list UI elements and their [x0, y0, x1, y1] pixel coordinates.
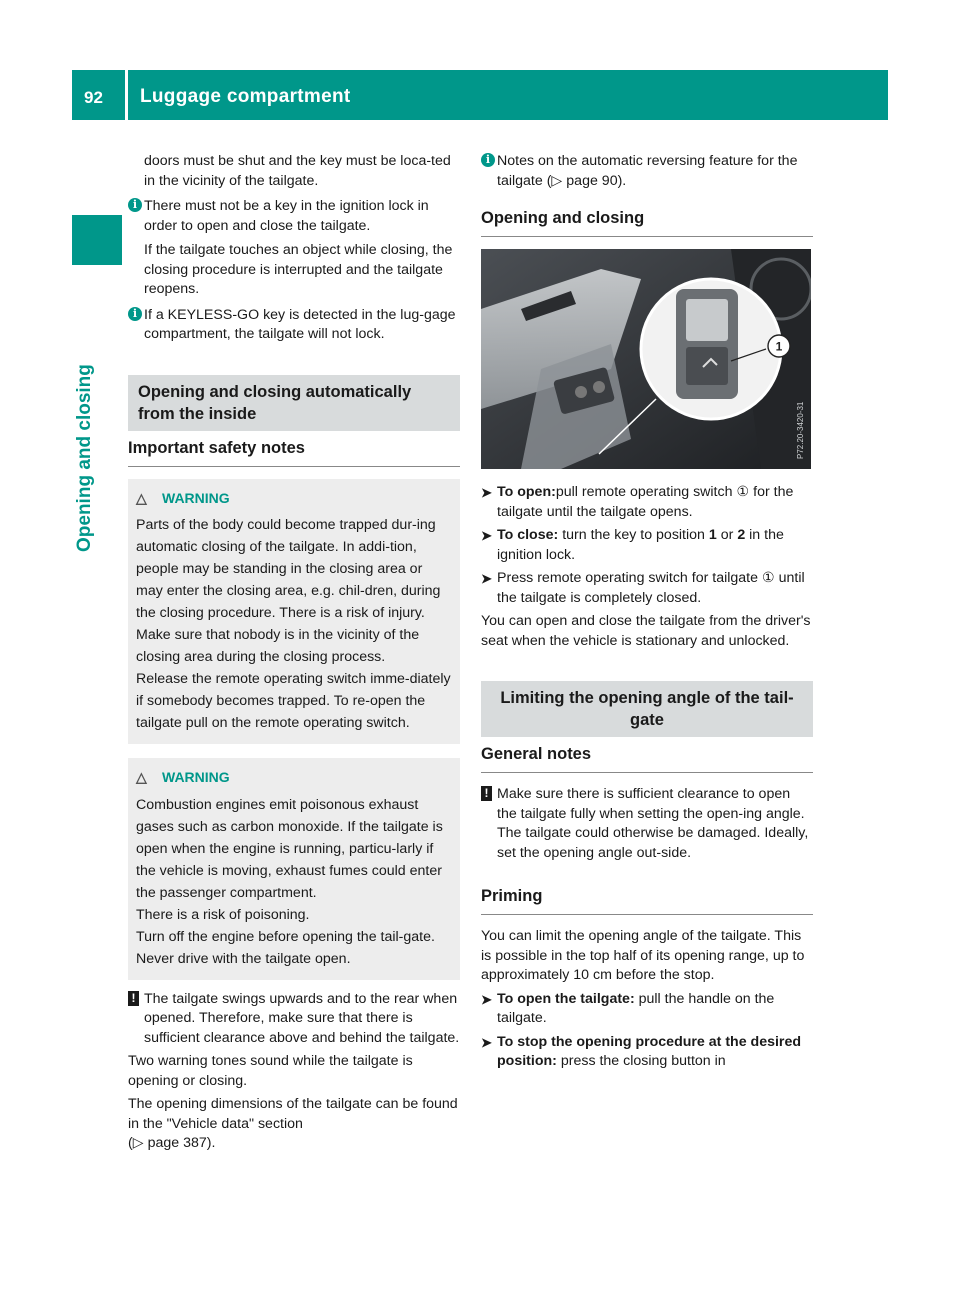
- arrow-bullet-icon: ➤: [481, 528, 492, 543]
- info-icon: i: [128, 307, 142, 321]
- subheading: Important safety notes: [128, 431, 460, 467]
- warning-heading: [136, 489, 452, 509]
- key-position: 1: [708, 527, 717, 543]
- caution-text: The tailgate swings upwards and to the rear when opened. Therefore, make sure that there is sufficient clearance above and behind the tailgate.: [144, 990, 460, 1046]
- instruction-text-part: until the tailgate is completely closed.: [497, 570, 805, 606]
- page-ref-triangle-icon: ▷: [132, 1135, 144, 1151]
- info-icon: i: [128, 198, 142, 212]
- instruction-text-part: or: [720, 527, 734, 543]
- arrow-bullet-icon: ➤: [481, 991, 492, 1007]
- page-reference-link[interactable]: page 90).: [566, 172, 627, 189]
- subheading: Priming: [481, 879, 813, 915]
- info-icon: i: [481, 153, 495, 167]
- instruction-step: [481, 569, 813, 608]
- info-note: [481, 152, 813, 191]
- warning-triangle-icon: △: [136, 489, 147, 506]
- info-text-part: Notes on the automatic reversing feature for the tailgate (: [497, 153, 798, 189]
- instruction-text-part: in the ignition lock.: [497, 527, 784, 563]
- arrow-bullet-icon: ➤: [481, 485, 492, 500]
- caution-note: [481, 785, 813, 863]
- caution-icon: !: [481, 786, 492, 801]
- instruction-text: [497, 483, 813, 522]
- subheading: General notes: [481, 737, 813, 773]
- warning-label: WARNING: [162, 769, 230, 785]
- chapter-side-label-text: Opening and closing: [74, 364, 95, 552]
- callout-number-icon: ①: [761, 570, 775, 586]
- info-text: If a KEYLESS-GO key is detected in the lug-gage compartment, the tailgate will not lock.: [144, 306, 456, 342]
- callout-number-icon: 1: [775, 339, 783, 354]
- instruction-text: [497, 526, 813, 565]
- warning-heading: [136, 768, 452, 788]
- page-reference-link[interactable]: page 387).: [147, 1135, 216, 1151]
- instruction-text-part: turn the key to position: [562, 527, 705, 543]
- instruction-step: [481, 990, 813, 1029]
- info-note: [128, 306, 460, 345]
- key-position: 2: [737, 527, 746, 543]
- page-title: Luggage compartment: [140, 86, 351, 107]
- callout-number-icon: ①: [736, 484, 750, 500]
- info-text: [497, 152, 813, 191]
- door-panel-photo: [481, 249, 811, 469]
- paragraph: You can open and close the tailgate from the driver's seat when the vehicle is stationary and unlocked.: [481, 613, 811, 649]
- header-divider: [125, 70, 128, 120]
- paragraph: The opening dimensions of the tailgate can be found in the "Vehicle data" section (▷ page 387).: [128, 1096, 458, 1151]
- page-ref-triangle-icon: ▷: [551, 172, 563, 189]
- info-text: If the tailgate touches an object while closing, the closing procedure is interrupted and the tailgate reopens.: [144, 242, 453, 297]
- warning-label: WARNING: [162, 489, 230, 506]
- warning-triangle-icon: △: [136, 769, 147, 785]
- subheading: Opening and closing: [481, 201, 813, 237]
- paragraph: You can limit the opening angle of the tailgate. This is possible in the top half of its opening range, up to approximately 10 cm before the stop.: [481, 928, 805, 983]
- image-reference-code: P72.20-3420-31: [796, 401, 805, 459]
- caution-icon: !: [128, 991, 139, 1006]
- left-column: [128, 152, 460, 1154]
- section-heading: Opening and closing automatically from the inside: [128, 375, 460, 431]
- instruction-text-part: Press remote operating switch for tailgate: [497, 570, 759, 586]
- instruction-text-part: pull the handle on the tailgate.: [497, 990, 775, 1026]
- section-heading: Limiting the opening angle of the tail-gate: [481, 681, 813, 737]
- instruction-text-part: press the closing button in: [560, 1053, 726, 1069]
- paragraph: doors must be shut and the key must be loca-ted in the vicinity of the tailgate.: [144, 153, 451, 189]
- instruction-label: To close:: [497, 527, 559, 543]
- paragraph: Two warning tones sound while the tailgate is opening or closing.: [128, 1053, 413, 1089]
- page-number: 92: [84, 88, 103, 107]
- instruction-text: [497, 990, 813, 1029]
- warning-text: Parts of the body could become trapped dur-ing automatic closing of the tailgate. In addi-tion, people may be standing in the closing area or may enter the closing area, e.g. chil-dren, during the closing procedure. There is a risk of injury.: [136, 517, 441, 621]
- instruction-text: [497, 569, 813, 608]
- caution-note: [128, 990, 460, 1049]
- warning-text: Make sure that nobody is in the vicinity of the closing area during the closing process.: [136, 627, 420, 665]
- warning-box: [128, 758, 460, 980]
- instruction-text-part: pull remote operating switch: [555, 484, 733, 500]
- chapter-side-label: [74, 364, 95, 552]
- warning-text: Turn off the engine before opening the tail-gate. Never drive with the tailgate open.: [136, 928, 435, 967]
- instruction-step: [481, 526, 813, 565]
- warning-box: [128, 479, 460, 745]
- info-text: There must not be a key in the ignition lock in order to open and close the tailgate.: [144, 198, 429, 234]
- info-note: [128, 197, 460, 300]
- right-column: [481, 152, 813, 1072]
- instruction-label: To stop the opening procedure at the desired position:: [497, 1033, 802, 1069]
- warning-text: There is a risk of poisoning.: [136, 906, 310, 923]
- instruction-step: [481, 1033, 813, 1072]
- warning-text: Combustion engines emit poisonous exhaust gases such as carbon monoxide. If the tailgate is open when the engine is running, particu-larly if the vehicle is moving, exhaust fumes could enter the passenger compartment.: [136, 796, 443, 901]
- arrow-bullet-icon: ➤: [481, 1034, 492, 1050]
- door-panel-illustration: [481, 249, 811, 469]
- arrow-bullet-icon: ➤: [481, 571, 492, 586]
- caution-text: Make sure there is sufficient clearance to open the tailgate fully when setting the open-ing angle. The tailgate could otherwise be damaged. Ideally, set the opening angle out-side.: [497, 786, 809, 861]
- instruction-step: [481, 483, 813, 522]
- paragraph-text: The opening dimensions of the tailgate can be found in the "Vehicle data" section: [128, 1096, 458, 1132]
- warning-text: Release the remote operating switch imme-diately if somebody becomes trapped. To re-open the tailgate pull on the remote operating switch.: [136, 671, 451, 731]
- instruction-text: [497, 1033, 813, 1072]
- instruction-label: To open:: [497, 484, 556, 500]
- instruction-text-part: for the tailgate until the tailgate opens.: [497, 484, 794, 520]
- instruction-label: To open the tailgate:: [497, 990, 635, 1007]
